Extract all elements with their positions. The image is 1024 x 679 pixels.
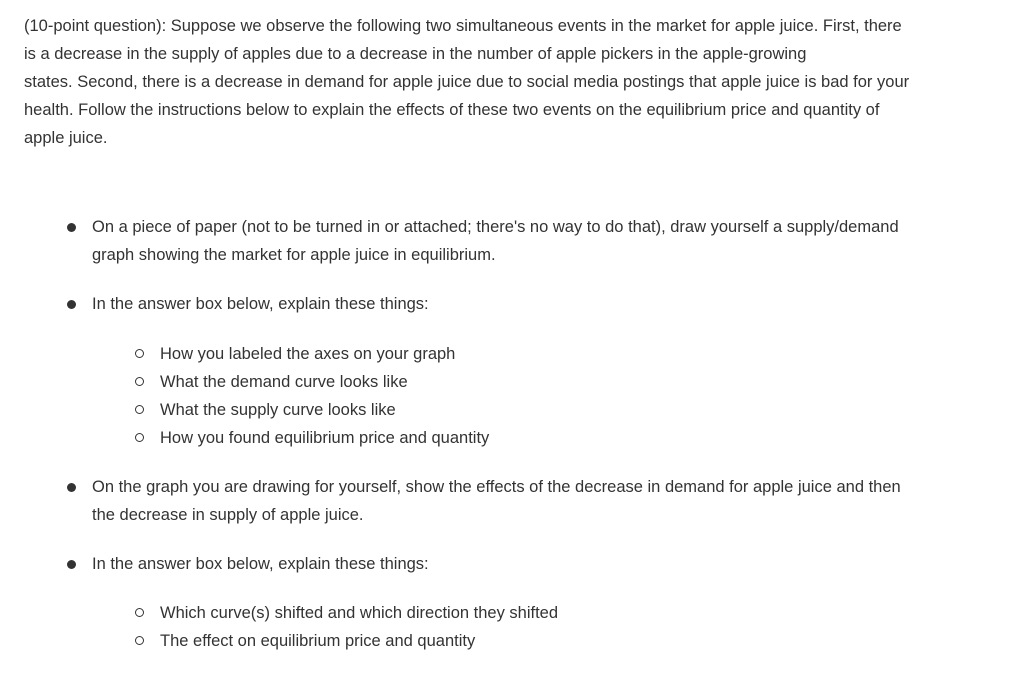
subitem-text: Which curve(s) shifted and which direction they shifted: [160, 604, 559, 622]
intro-line: is a decrease in the supply of apples due to a decrease in the number of apple pickers in the apple-growing: [24, 45, 807, 63]
subitem-equilibrium: [160, 424, 980, 452]
circle-bullet-icon: [135, 377, 144, 386]
instruction-line: On a piece of paper (not to be turned in or attached; there's no way to do that), draw yourself a supply/demand: [92, 218, 899, 236]
subitem-text: What the demand curve looks like: [160, 373, 408, 391]
intro-line: health. Follow the instructions below to explain the effects of these two events on the equilibrium price and quantity of: [24, 101, 880, 119]
instruction-line: graph showing the market for apple juice in equilibrium.: [92, 246, 496, 264]
subitem-demand-curve: [160, 368, 980, 396]
subitem-curve-shift: [160, 599, 980, 627]
bullet-icon: [67, 300, 76, 309]
bullet-icon: [67, 483, 76, 492]
instruction-item-explain-graph: [92, 290, 992, 318]
instruction-item-draw-graph: [92, 213, 992, 269]
subitem-supply-curve: [160, 396, 980, 424]
circle-bullet-icon: [135, 608, 144, 617]
subitem-equilibrium-effect: [160, 627, 980, 655]
instruction-line: the decrease in supply of apple juice.: [92, 506, 364, 524]
instruction-line: In the answer box below, explain these things:: [92, 555, 429, 573]
subitem-text: How you labeled the axes on your graph: [160, 345, 456, 363]
bullet-icon: [67, 223, 76, 232]
subitem-axes: [160, 340, 980, 368]
instruction-item-explain-shifts: [92, 550, 992, 578]
bullet-icon: [67, 560, 76, 569]
intro-line: states. Second, there is a decrease in demand for apple juice due to social media postings that apple juice is bad for your: [24, 73, 910, 91]
instruction-item-show-shifts: [92, 473, 992, 529]
circle-bullet-icon: [135, 636, 144, 645]
circle-bullet-icon: [135, 433, 144, 442]
circle-bullet-icon: [135, 405, 144, 414]
subitem-text: How you found equilibrium price and quantity: [160, 429, 490, 447]
intro-line: (10-point question): Suppose we observe the following two simultaneous events in the market for apple juice. First, there: [24, 17, 902, 35]
instruction-line: In the answer box below, explain these things:: [92, 295, 429, 313]
circle-bullet-icon: [135, 349, 144, 358]
intro-line: apple juice.: [24, 129, 108, 147]
instruction-line: On the graph you are drawing for yourself, show the effects of the decrease in demand for apple juice and then: [92, 478, 901, 496]
question-intro: [24, 12, 999, 152]
subitem-text: What the supply curve looks like: [160, 401, 396, 419]
subitem-text: The effect on equilibrium price and quantity: [160, 632, 476, 650]
